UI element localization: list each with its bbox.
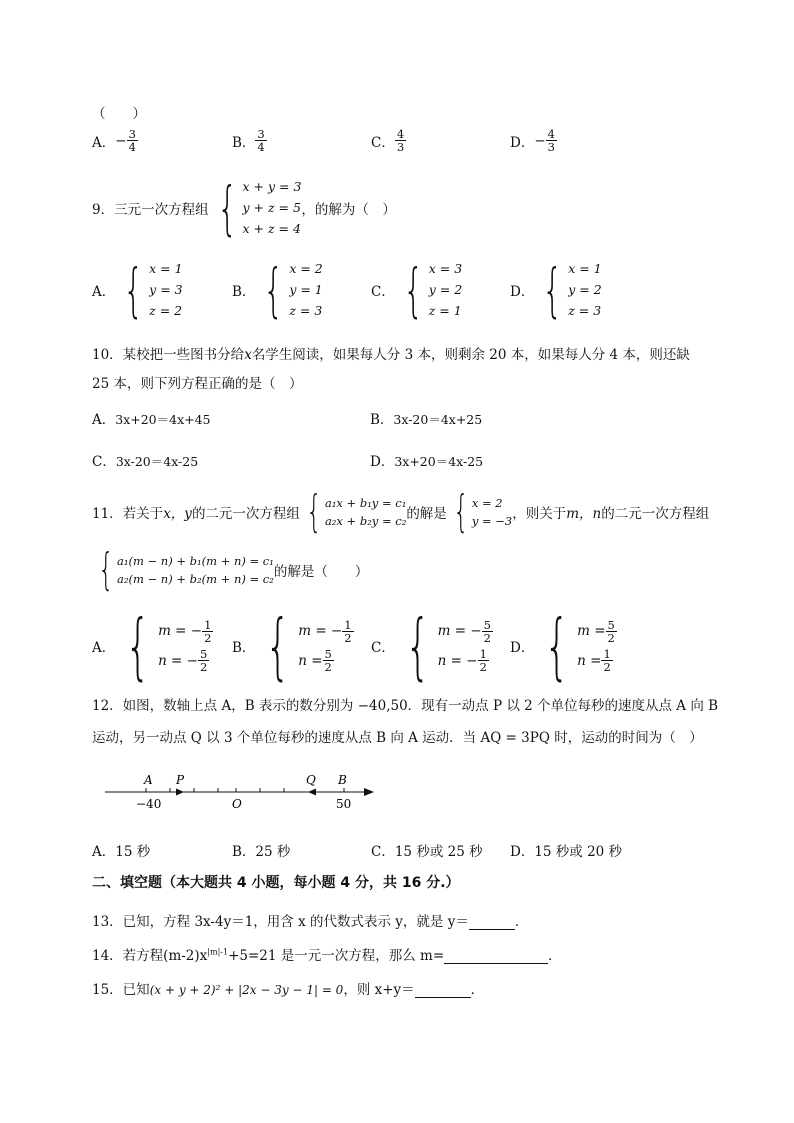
solution-lines [289,258,322,321]
solution-n [577,648,617,673]
option-label: C． [371,283,395,300]
option-label: B． [232,134,256,151]
fraction [342,619,353,644]
solution-m [298,619,353,644]
fraction [546,128,557,153]
q11-solution [447,486,513,537]
p-arrow-icon [176,789,184,796]
var-m: m = − [158,623,203,640]
q13-end: ． [514,914,529,930]
fraction-num: 5 [199,647,208,661]
q15-blank[interactable] [415,983,471,998]
label-p: P [176,773,185,787]
solution-system [255,604,353,688]
solution-system [395,604,493,688]
q12-option [510,840,622,860]
solution-n [298,648,353,673]
fraction [198,648,209,673]
var-n: n = [577,652,602,669]
solution-line: z = 3 [289,303,323,318]
fraction-num: 5 [607,617,615,632]
equation-line: x = 2 [471,496,503,510]
brace-icon: { [403,255,424,324]
label-b: B [338,773,347,787]
solution-lines [149,258,182,321]
brace-icon: { [544,604,570,688]
solution-line: x = 2 [289,261,323,276]
solution-line: y = 2 [428,282,463,297]
option-text: 3x+20＝4x-25 [394,454,484,469]
option-text: 15 秒或 20 秒 [534,844,623,860]
option-text: 3x-20＝4x+25 [393,412,483,427]
q14-end: ． [548,948,562,964]
option-label: A． [92,134,116,151]
fraction [255,128,266,153]
var-m: m = − [437,623,482,640]
brace-icon: { [306,486,322,537]
fraction [482,619,493,644]
q15-expression: (x + y + 2)² + |2x − 3y − 1| = 0 [149,983,344,997]
q8-options [92,128,712,164]
brace-icon: { [542,255,563,324]
brace-icon: { [123,255,144,324]
q15 [92,978,484,998]
solution-system [534,604,617,688]
solution-line: x = 1 [568,261,602,276]
solution-m [438,619,493,644]
solution-line: y = 1 [289,282,323,297]
q9-suffix: ，的解为（ ） [301,201,396,218]
q11-text-d: 的解是 [406,506,447,522]
solution-n [438,648,493,673]
q9-option [232,255,323,324]
solution-lines [429,258,462,321]
fraction-num: 4 [547,127,555,141]
q13 [92,910,528,930]
label-a: A [144,773,153,787]
q9-system [209,173,302,242]
option-label: C． [371,134,395,151]
equation-line: y = −3 [471,514,513,528]
q11-text-e: ，则关于 [512,506,567,522]
equation-line: y + z = 5 [242,200,301,215]
fraction [202,619,213,644]
q10-text-a: 10．某校把一些图书分给 [92,347,245,363]
q11-line2 [92,544,369,595]
q13-text: 13．已知，方程 3x-4y＝1，用含 x 的代数式表示 y，就是 y＝ [92,914,469,930]
option-label: D． [370,454,395,470]
fraction-den: 2 [607,630,615,645]
equation-line: x + y = 3 [242,179,302,194]
fraction-den: 2 [483,630,491,645]
q11-text-g: 的二元一次方程组 [601,506,710,522]
q9-prefix: 9．三元一次方程组 [92,201,209,218]
equation-line: a₂x + b₂y = c₂ [324,514,407,528]
fraction-num: 1 [344,617,352,632]
option-label: A． [92,640,116,656]
option-label: B． [232,283,256,300]
fraction-den: 3 [396,140,405,155]
solution-line: z = 3 [568,303,602,318]
fraction-den: 2 [204,630,212,645]
q10-option-a [92,408,211,428]
q10-option-c [92,450,198,470]
fraction-num: 1 [603,647,611,661]
fraction-num: 1 [204,617,212,632]
var-n: n = [298,652,323,669]
section-2-heading: 二、填空题（本大题共 4 小题，每小题 4 分，共 16 分.） [92,875,460,891]
option-text: 3x-20＝4x-25 [115,454,199,469]
option-label: D． [510,283,535,300]
var-n: n = − [158,652,198,669]
q11-options [92,604,712,688]
label-o: O [232,797,242,811]
label-q: Q [306,773,316,787]
equation-line: a₁x + b₁y = c₁ [324,496,407,510]
fraction-den: 2 [603,660,611,675]
q11-vars-xy: x，y [163,506,192,522]
q14-exponent: |m|-1 [207,947,229,957]
brace-icon: { [125,604,151,688]
fraction [606,619,617,644]
label-minus40: −40 [136,797,162,811]
solution-line: x = 3 [428,261,463,276]
fraction-den: 4 [128,140,136,155]
fraction-den: 3 [547,140,555,155]
q11-option [92,604,213,688]
option-label: D． [510,844,535,860]
var-m: m = − [298,623,343,640]
brace-icon: { [405,604,431,688]
fraction-num: 1 [479,647,487,661]
axis-arrow-icon [364,788,374,796]
option-label: C． [371,844,395,860]
q8-option [92,128,138,153]
brace-icon: { [98,544,114,595]
fraction-den: 2 [344,630,352,645]
solution-m [577,619,617,644]
q11-vars-mn: m，n [566,506,602,522]
q13-blank[interactable] [469,915,515,930]
solution-n [158,648,213,673]
q11-text-c: 的二元一次方程组 [191,506,300,522]
q9-options [92,255,712,328]
q14 [92,944,562,964]
q10-text-b: 名学生阅读，如果每人分 3 本，则剩余 20 本，如果每人分 4 本，则还缺 [251,347,690,363]
fraction [395,128,406,153]
q11-option [510,604,617,688]
brace-icon: { [216,173,238,242]
fraction-den: 2 [324,660,332,675]
q-arrow-icon [308,789,316,796]
q12-options [92,840,712,862]
q14-text-b: +5=21 是一元一次方程，那么 m= [228,948,445,964]
solution-lines [577,619,617,673]
solution-line: y = 3 [149,282,183,297]
q8-option [371,128,406,153]
q11-option [232,604,354,688]
option-text: 3x+20＝4x+45 [115,412,211,427]
fraction-den: 4 [257,140,265,155]
solution-system [534,255,602,324]
option-label: C． [371,640,395,656]
q10-line2: 25 本，则下列方程正确的是（ ） [92,376,303,392]
q9-option [92,255,183,324]
equation-line: a₂(m − n) + b₂(m + n) = c₂ [117,572,274,586]
brace-icon: { [453,486,469,537]
sign: − [534,132,546,149]
solution-line: z = 1 [428,303,462,318]
fraction-num: 3 [257,127,265,141]
solution-system [255,255,323,324]
equation-line: x + z = 4 [242,221,301,236]
q11-text-a: 11．若关于 [92,506,164,522]
q10-var: x [244,347,252,363]
fraction-num: 3 [128,127,136,141]
option-label: C． [92,454,116,470]
option-label: B． [232,844,256,860]
var-m: m = [577,623,606,640]
q11-line1 [92,486,710,537]
solution-lines [158,619,213,673]
q9-option [371,255,463,324]
equation-line: a₁(m − n) + b₁(m + n) = c₁ [117,554,274,568]
option-label: B． [370,412,394,428]
q15-text-a: 15．已知 [92,982,150,998]
fraction [323,648,334,673]
fraction-den: 2 [479,660,487,675]
label-50: 50 [336,797,352,811]
var-n: n = − [437,652,478,669]
brace-icon: { [265,604,291,688]
fraction-den: 2 [199,660,208,675]
fraction-num: 5 [324,647,332,661]
solution-system [395,255,463,324]
sign: − [115,132,127,149]
option-text: 15 秒 [115,844,151,860]
q12-line1: 12．如图，数轴上点 A，B 表示的数分别为 −40,50．现有一动点 P 以 2 个单位每秒的速度从点 A 向 B [92,698,719,714]
fraction [478,648,489,673]
solution-m [158,619,213,644]
brace-icon: { [263,255,285,324]
q10-option-b [370,408,482,428]
option-text: 25 秒 [255,844,291,860]
q11-system-1 [300,486,407,537]
q11-system-2 [92,544,274,595]
q15-end: ． [470,982,485,998]
q8-option [232,128,267,153]
solution-line: z = 2 [149,303,183,318]
fraction-num: 4 [396,127,405,141]
q9-question [92,173,396,242]
option-label: A． [92,412,116,428]
fraction [127,128,138,153]
solution-system [115,255,183,324]
option-label: A． [92,283,116,300]
q10-line1 [92,343,690,363]
q8-paren: （ ） [92,106,146,122]
q12-option [371,840,483,860]
q10-option-d [370,450,483,470]
q14-blank[interactable] [444,949,548,964]
q12-option [232,840,290,860]
option-label: D． [510,640,535,656]
option-text: 15 秒或 25 秒 [394,844,483,860]
number-line-figure [100,768,390,816]
q8-option [510,128,557,153]
solution-line: y = 2 [568,282,602,297]
q9-option [510,255,602,324]
q11-option [371,604,493,688]
fraction [601,648,612,673]
solution-lines [298,619,353,673]
q12-line2: 运动，另一动点 Q 以 3 个单位每秒的速度从点 B 向 A 运动．当 AQ = 3PQ 时，运动的时间为（ ） [92,730,703,746]
q11-text-h: 的解是（ ） [273,564,369,580]
q15-text-b: ，则 x+y＝ [343,982,415,998]
solution-lines [568,258,601,321]
solution-lines [438,619,493,673]
option-label: A． [92,844,116,860]
q12-option [92,840,150,860]
q14-text-a: 14．若方程(m-2)x [92,948,208,964]
solution-line: x = 1 [149,261,183,276]
fraction-num: 5 [483,617,491,632]
option-label: B． [232,640,256,656]
option-label: D． [510,134,535,151]
solution-system [115,604,213,688]
